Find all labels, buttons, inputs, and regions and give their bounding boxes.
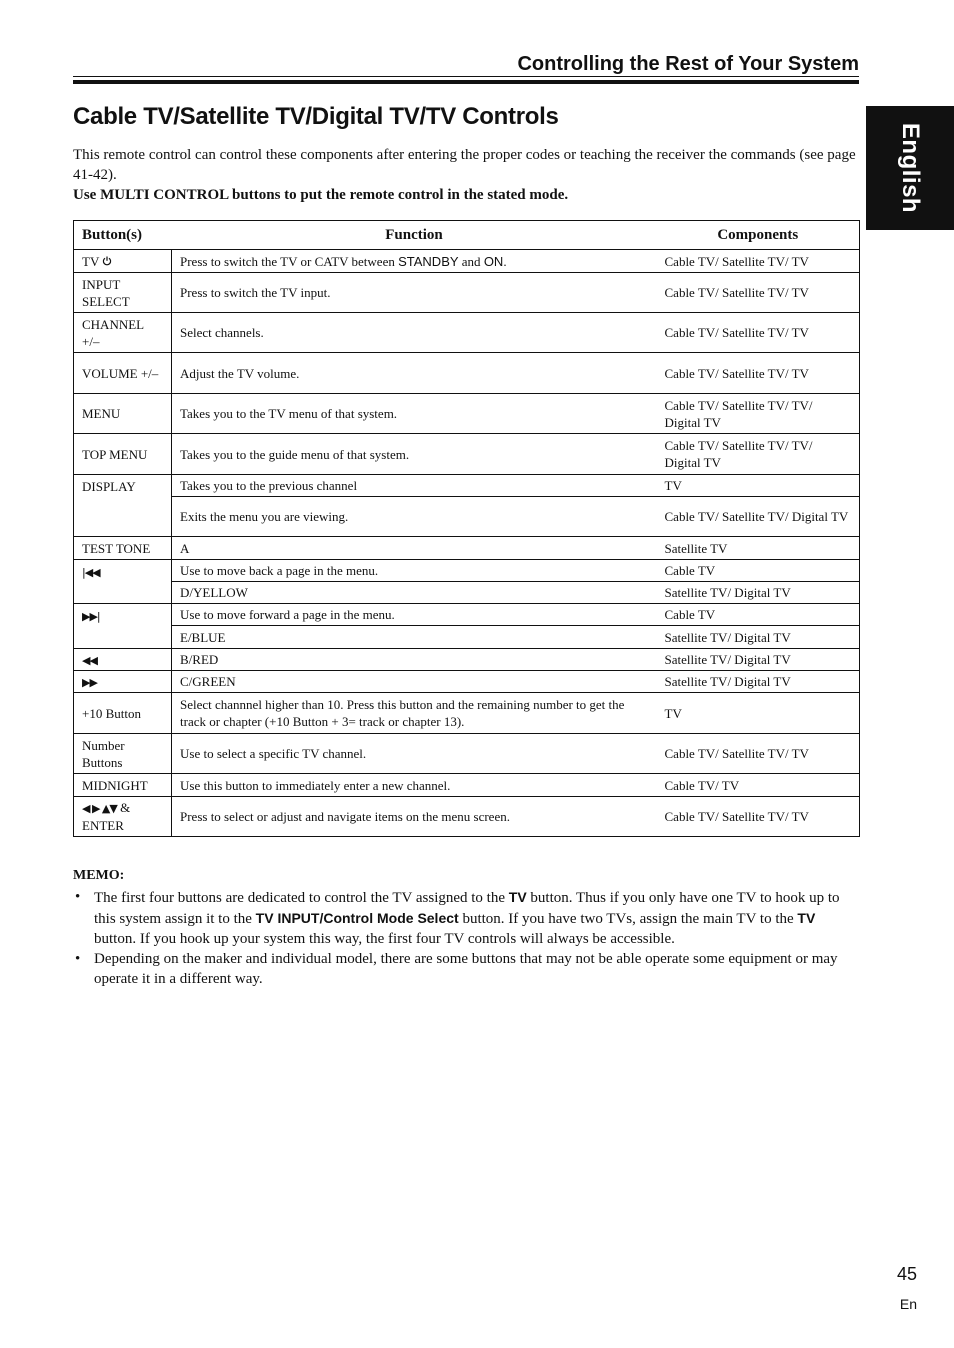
table-row: [74, 774, 860, 797]
memo-title: MEMO:: [73, 868, 125, 883]
memo-section: [73, 866, 859, 989]
table-row: [74, 313, 860, 353]
button-cell: Number Buttons: [74, 734, 172, 774]
button-cell: CHANNEL +/–: [74, 313, 172, 353]
function-cell: D/YELLOW: [172, 582, 657, 604]
fast-forward-icon: ▶▶: [82, 675, 97, 689]
components-cell: Cable TV/ Satellite TV/ TV: [657, 313, 860, 353]
function-cell: E/BLUE: [172, 626, 657, 649]
language-tab: [866, 106, 954, 230]
components-cell: Satellite TV/ Digital TV: [657, 582, 860, 604]
header-rule-thin: [73, 76, 859, 77]
button-cell: [74, 671, 172, 693]
table-row: [74, 497, 860, 537]
header-rule-thick: [73, 80, 859, 84]
table-row: [74, 475, 860, 497]
navigation-arrows-icon: ◀ ▶ ▲▼: [82, 802, 117, 815]
button-cell: INPUT SELECT: [74, 273, 172, 313]
function-cell: Select channels.: [172, 313, 657, 353]
table-row: [74, 273, 860, 313]
intro-line-1: This remote control can control these components after entering the proper codes or teaching the receiver the commands (see page 41-42).: [73, 147, 856, 183]
function-cell: A: [172, 537, 657, 560]
button-cell: TOP MENU: [74, 434, 172, 475]
button-cell: ◀ ▶ ▲▼ & ENTER: [74, 797, 172, 837]
function-cell: Press to switch the TV input.: [172, 273, 657, 313]
button-cell: MIDNIGHT: [74, 774, 172, 797]
table-row: [74, 394, 860, 434]
table-row: [74, 734, 860, 774]
components-cell: Satellite TV/ Digital TV: [657, 671, 860, 693]
table-row: [74, 560, 860, 582]
function-cell: Use to move back a page in the menu.: [172, 560, 657, 582]
function-cell: Takes you to the guide menu of that system.: [172, 434, 657, 475]
table-row: [74, 693, 860, 734]
function-cell: Use this button to immediately enter a new channel.: [172, 774, 657, 797]
function-cell: Exits the menu you are viewing.: [172, 497, 657, 537]
components-cell: Cable TV/ TV: [657, 774, 860, 797]
components-cell: Cable TV: [657, 604, 860, 626]
components-cell: TV: [657, 693, 860, 734]
components-cell: Cable TV/ Satellite TV/ TV: [657, 797, 860, 837]
function-cell: Takes you to the TV menu of that system.: [172, 394, 657, 434]
components-cell: Satellite TV/ Digital TV: [657, 649, 860, 671]
table-row: [74, 626, 860, 649]
table-row: [74, 353, 860, 394]
page-title: Cable TV/Satellite TV/Digital TV/TV Controls: [73, 103, 559, 130]
memo-list: [73, 887, 859, 989]
components-cell: Cable TV/ Satellite TV/ TV: [657, 273, 860, 313]
button-cell: [74, 649, 172, 671]
function-cell: Select channnel higher than 10. Press this button and the remaining number to get the track or chapter (+10 Button + 3= track or chapter 13).: [172, 693, 657, 734]
memo-item: • The first four buttons are dedicated to control the TV assigned to the TV button. Thus if you only have one TV to hook up to this system assign it to the TV INPUT/Control Mode Select button. If you have two TVs, assign the main TV to the TV button. If you hook up your system this way, the first four TV controls will always be accessible.: [73, 887, 859, 949]
rewind-icon: ◀◀: [82, 653, 97, 667]
button-cell: TV: [74, 250, 172, 273]
function-cell: Takes you to the previous channel: [172, 475, 657, 497]
button-cell: [74, 604, 172, 649]
function-cell: Use to move forward a page in the menu.: [172, 604, 657, 626]
header-buttons: Button(s): [74, 221, 172, 250]
table-row: [74, 649, 860, 671]
intro-line-2: Use MULTI CONTROL buttons to put the remote control in the stated mode.: [73, 187, 569, 203]
power-icon: [102, 254, 112, 269]
function-cell: Press to select or adjust and navigate items on the menu screen.: [172, 797, 657, 837]
table-row: [74, 250, 860, 273]
table-row: [74, 671, 860, 693]
components-cell: Satellite TV/ Digital TV: [657, 626, 860, 649]
header-function: Function: [172, 221, 657, 250]
button-cell: VOLUME +/–: [74, 353, 172, 394]
components-cell: Cable TV: [657, 560, 860, 582]
table-row: [74, 537, 860, 560]
function-cell: Use to select a specific TV channel.: [172, 734, 657, 774]
components-cell: Cable TV/ Satellite TV/ TV: [657, 353, 860, 394]
language-code: En: [899, 1296, 917, 1312]
language-tab-label: English: [897, 122, 925, 214]
function-cell: C/GREEN: [172, 671, 657, 693]
button-cell: TEST TONE: [74, 537, 172, 560]
table-row: [74, 434, 860, 475]
components-cell: Cable TV/ Satellite TV/ TV/ Digital TV: [657, 434, 860, 475]
section-header: Controlling the Rest of Your System: [517, 53, 859, 75]
function-cell: Adjust the TV volume.: [172, 353, 657, 394]
header-components: Components: [657, 221, 860, 250]
table-row: [74, 582, 860, 604]
button-cell: [74, 560, 172, 604]
function-cell: Press to switch the TV or CATV between STANDBY and ON.: [172, 250, 657, 273]
page-number: 45: [896, 1264, 917, 1284]
components-cell: Satellite TV: [657, 537, 860, 560]
components-cell: Cable TV/ Satellite TV/ Digital TV: [657, 497, 860, 537]
table-row: [74, 604, 860, 626]
memo-item: • Depending on the maker and individual model, there are some buttons that may not be able operate some equipment or may operate it in a different way.: [73, 949, 859, 989]
table-row: [74, 797, 860, 837]
button-cell: DISPLAY: [74, 475, 172, 537]
components-cell: TV: [657, 475, 860, 497]
components-cell: Cable TV/ Satellite TV/ TV/ Digital TV: [657, 394, 860, 434]
next-page-icon: ▶▶|: [82, 610, 100, 623]
table-header-row: [74, 221, 860, 250]
controls-table: [73, 220, 860, 837]
intro-text: [73, 145, 859, 205]
components-cell: Cable TV/ Satellite TV/ TV: [657, 250, 860, 273]
previous-page-icon: |◀◀: [82, 566, 100, 579]
button-cell: +10 Button: [74, 693, 172, 734]
function-cell: B/RED: [172, 649, 657, 671]
components-cell: Cable TV/ Satellite TV/ TV: [657, 734, 860, 774]
button-cell: MENU: [74, 394, 172, 434]
